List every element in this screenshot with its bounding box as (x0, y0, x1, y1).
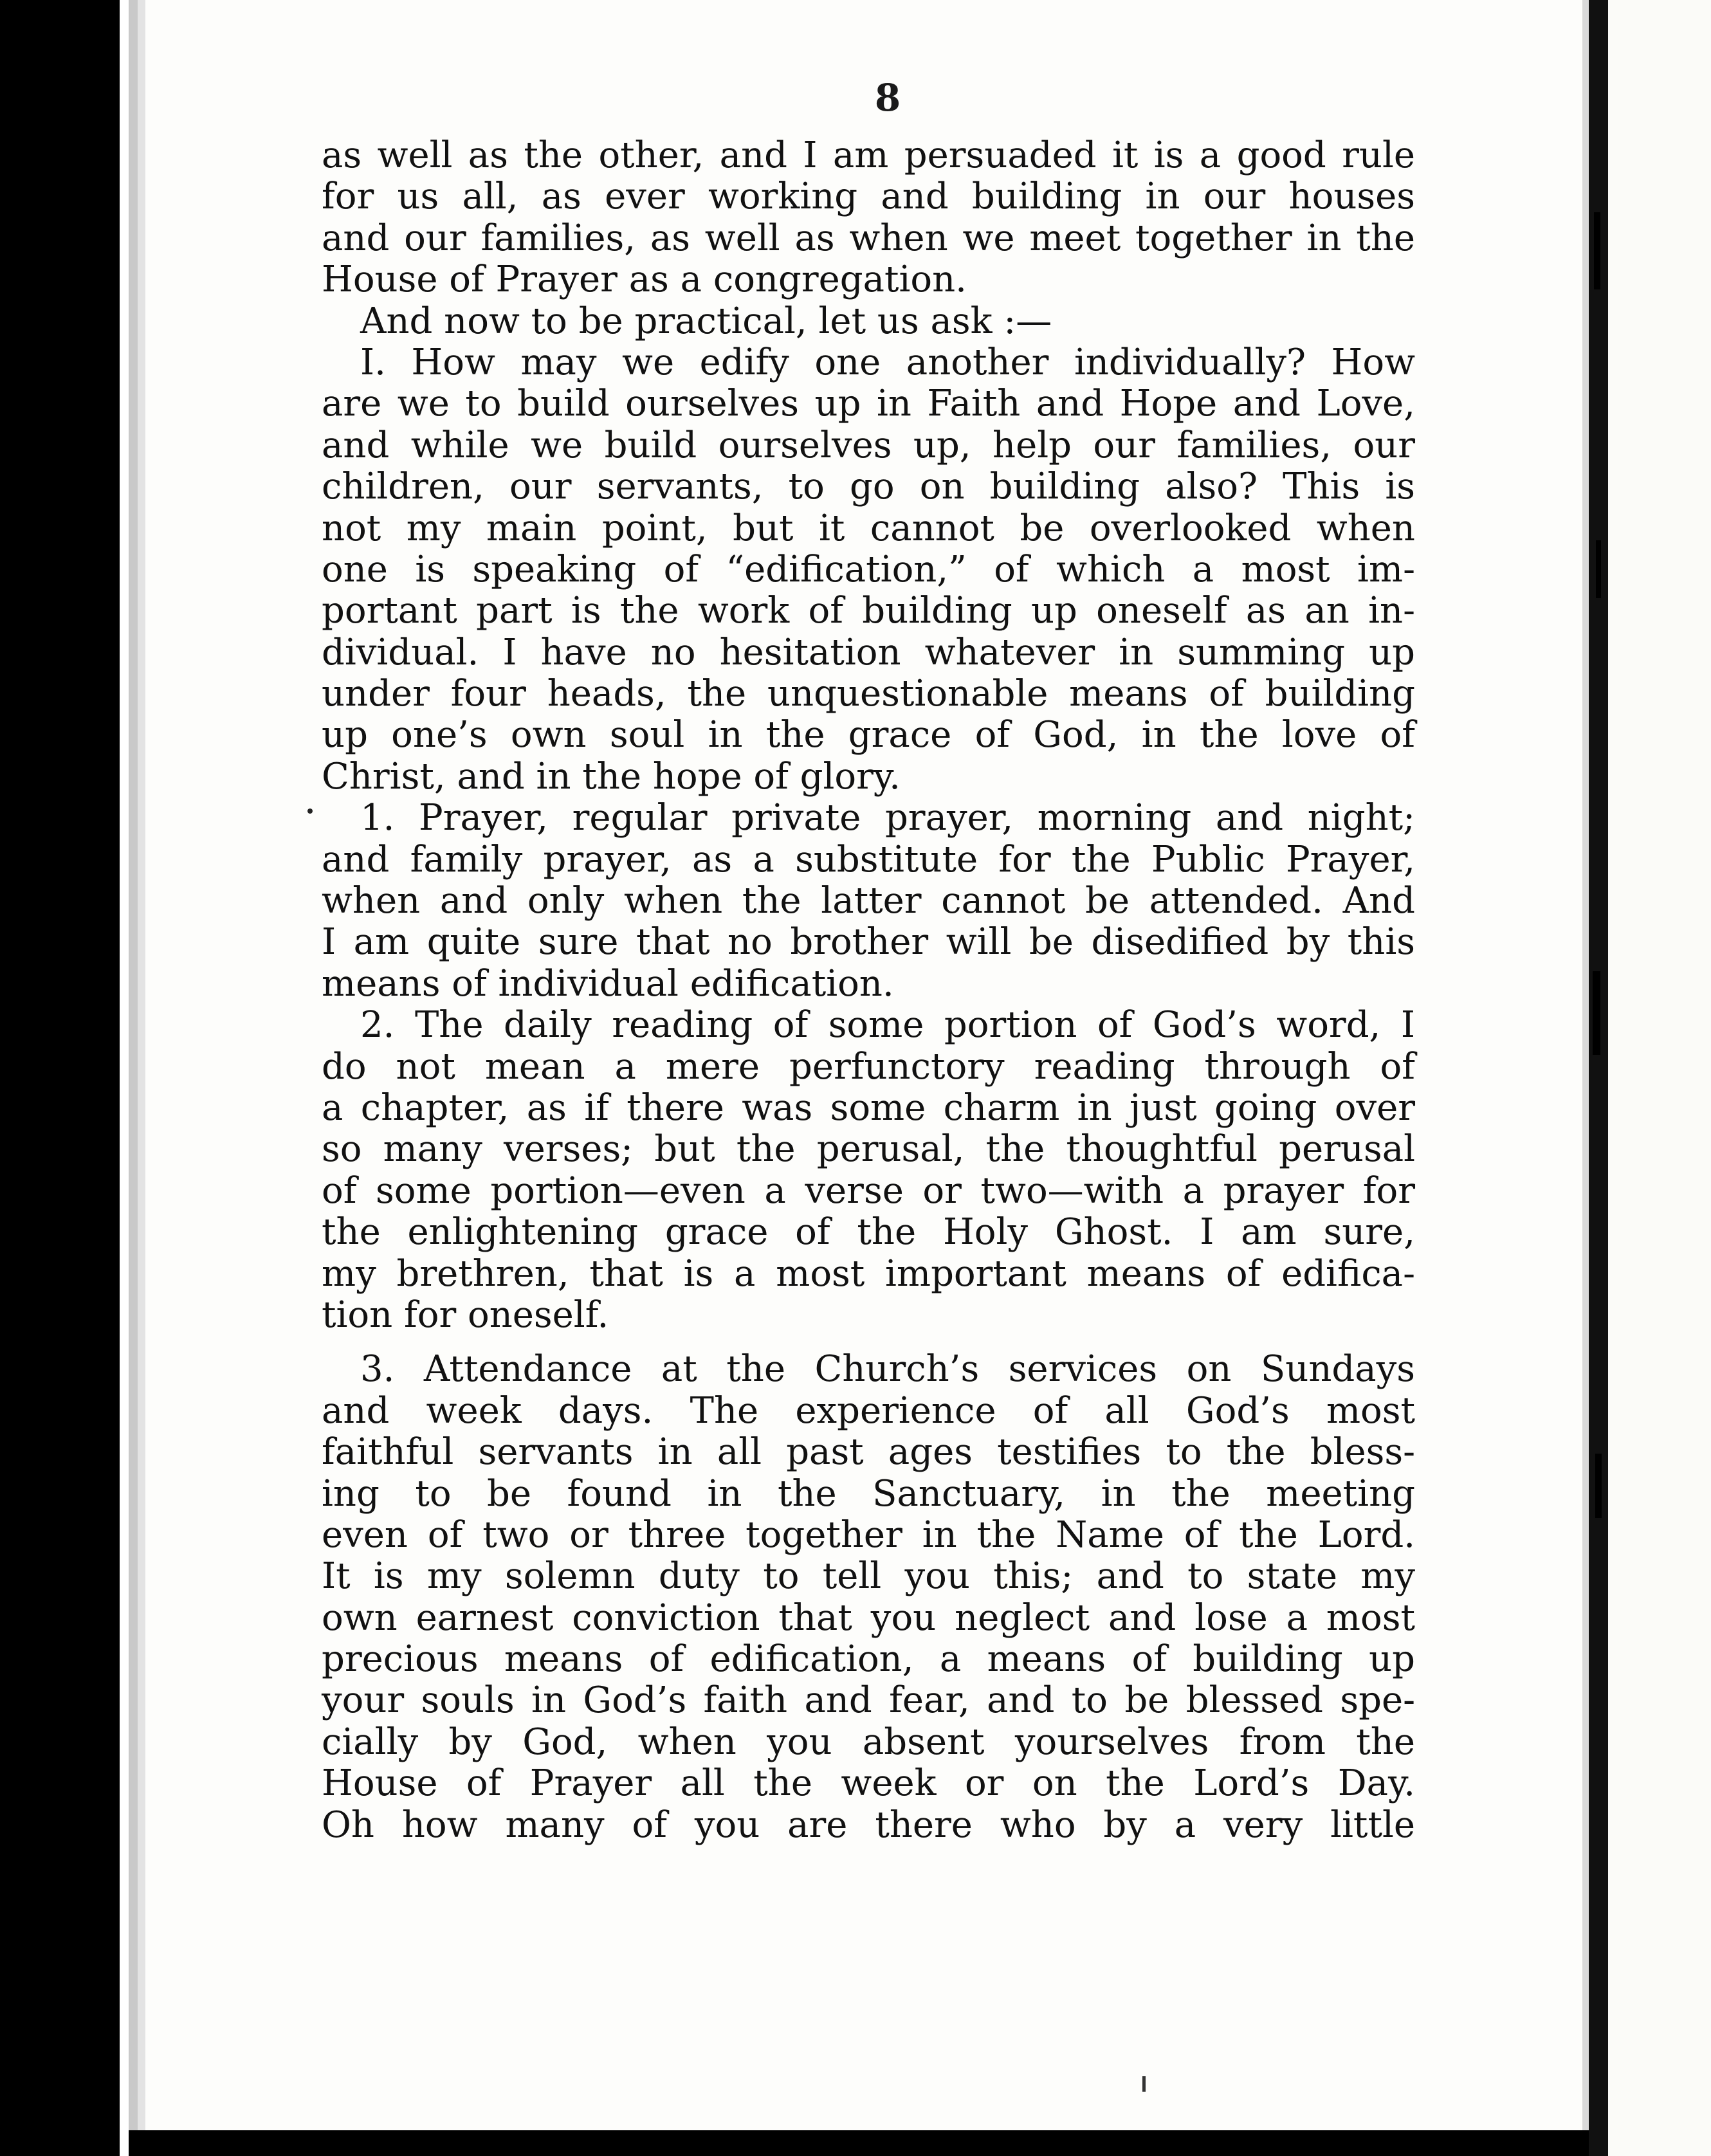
text-line: 1. Prayer, regular private prayer, morning and night; (360, 797, 1415, 839)
body-text (322, 135, 1415, 1846)
text-line: House of Prayer as a congregation. (322, 259, 967, 301)
text-line: 3. Attendance at the Church’s services on Sundays (360, 1348, 1415, 1391)
text-line: not my main point, but it cannot be overlooked when (322, 507, 1415, 549)
text-line: my brethren, that is a most important means of edifica- (322, 1252, 1415, 1295)
text-line: cially by God, when you absent yourselves from the (322, 1721, 1415, 1763)
left-margin-strip (120, 0, 129, 2156)
text-line: means of individual edification. (322, 962, 894, 1005)
text-line: a chapter, as if there was some charm in just going over (322, 1086, 1415, 1129)
page-bottom-border (129, 2130, 1589, 2156)
gutter-mark (1594, 212, 1600, 289)
text-line: and our families, as well as when we meet together in the (322, 217, 1415, 259)
text-line: the enlightening grace of the Holy Ghost. I am sure, (322, 1211, 1415, 1254)
gutter-mark (1593, 971, 1600, 1055)
text-line: as well as the other, and I am persuaded it is a good rule (322, 134, 1415, 176)
text-line: when and only when the latter cannot be attended. And (322, 880, 1415, 922)
text-line: House of Prayer all the week or on the Lord’s Day. (322, 1762, 1415, 1805)
gutter-mark (1596, 540, 1601, 598)
text-line: even of two or three together in the Name of the Lord. (322, 1513, 1415, 1556)
text-line: own earnest conviction that you neglect and lose a most (322, 1596, 1415, 1639)
text-line: children, our servants, to go on building also? This is (322, 466, 1415, 508)
text-line: tion for oneself. (322, 1293, 609, 1336)
text-line: and week days. The experience of all God’s most (322, 1389, 1415, 1432)
text-line: do not mean a mere perfunctory reading through of (322, 1045, 1415, 1088)
text-line: 2. The daily reading of some portion of God’s word, I (360, 1004, 1415, 1046)
text-line: and family prayer, as a substitute for the Public Prayer, (322, 838, 1415, 881)
text-line: Christ, and in the hope of glory. (322, 755, 901, 798)
text-line: faithful servants in all past ages testifies to the bless- (322, 1431, 1415, 1474)
ink-speck (1142, 2076, 1146, 2092)
page-number: 8 (874, 76, 901, 120)
text-line: and while we build ourselves up, help our families, our (322, 424, 1415, 466)
text-line: of some portion—even a verse or two—with a prayer for (322, 1169, 1415, 1212)
text-line: It is my solemn duty to tell you this; and to state my (322, 1555, 1415, 1598)
text-line: I am quite sure that no brother will be disedified by this (322, 921, 1415, 964)
text-line: one is speaking of “edification,” of which a most im- (322, 548, 1415, 590)
text-line: your souls in God’s faith and fear, and to be blessed spe- (322, 1679, 1415, 1722)
text-line: up one’s own soul in the grace of God, in the love of (322, 714, 1415, 756)
text-line: precious means of edification, a means of building up (322, 1638, 1415, 1681)
facing-page-edge (1608, 0, 1711, 2156)
text-line: ing to be found in the Sanctuary, in the meeting (322, 1472, 1415, 1515)
ink-speck (307, 808, 313, 814)
text-line: And now to be practical, let us ask :— (360, 300, 1052, 342)
text-line: Oh how many of you are there who by a very little (322, 1804, 1415, 1846)
text-line: portant part is the work of building up oneself as an in- (322, 590, 1415, 632)
gutter-mark (1595, 1454, 1602, 1518)
text-line: under four heads, the unquestionable means of building (322, 673, 1415, 715)
text-line: I. How may we edify one another individually? How (360, 341, 1415, 383)
text-line: dividual. I have no hesitation whatever in summing up (322, 631, 1415, 673)
paragraph-gap (322, 1336, 1415, 1349)
book-gutter (1589, 0, 1608, 2156)
text-line: for us all, as ever working and building in our houses (322, 176, 1415, 218)
text-line: are we to build ourselves up in Faith and Hope and Love, (322, 383, 1415, 425)
text-line: so many verses; but the perusal, the thoughtful perusal (322, 1128, 1415, 1171)
